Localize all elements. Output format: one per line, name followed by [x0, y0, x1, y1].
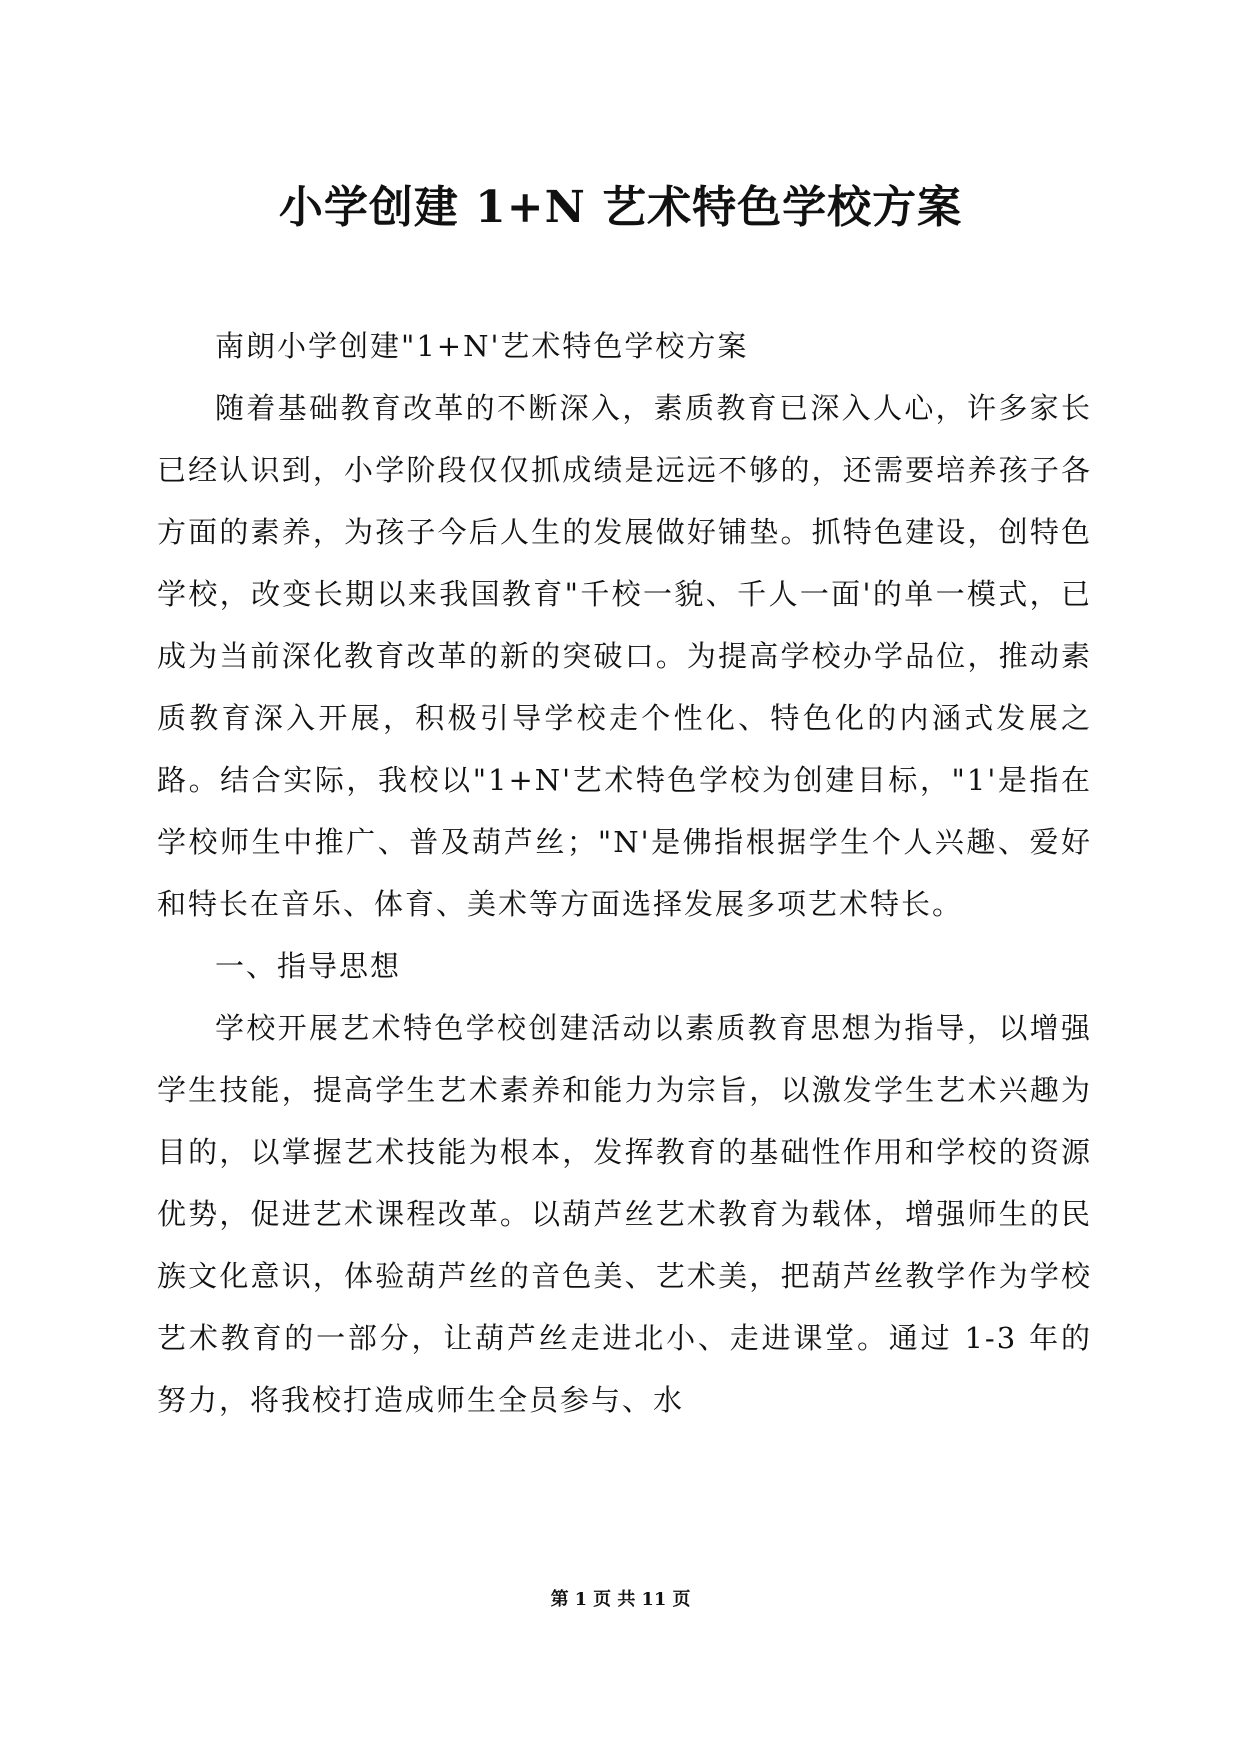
paragraph-subtitle: 南朗小学创建"1+N'艺术特色学校方案	[215, 329, 749, 363]
footer-suffix: 页	[672, 1589, 691, 1610]
page-footer	[0, 1588, 1241, 1612]
footer-total-pages: 11	[641, 1589, 667, 1610]
document-title: 小学创建 1+N 艺术特色学校方案	[278, 182, 963, 233]
paragraph-guiding-ideology: 学校开展艺术特色学校创建活动以素质教育思想为指导，以增强学生技能，提高学生艺术素养和能力为宗旨，以激发学生艺术兴趣为目的，以掌握艺术技能为根本，发挥教育的基础性作用和学校的资源优势，促进艺术课程改革。以葫芦丝艺术教育为载体，增强师生的民族文化意识，体验葫芦丝的音色美、艺术美，把葫芦丝教学作为学校艺术教育的一部分，让葫芦丝走进北小、走进课堂。通过 1-3 年的努力，将我校打造成师生全员参与、水	[157, 1011, 1092, 1417]
section-heading-guiding-ideology: 一、指导思想	[215, 949, 402, 983]
footer-middle: 页 共	[593, 1589, 636, 1610]
document-body	[157, 315, 1092, 1431]
paragraph-introduction: 随着基础教育改革的不断深入，素质教育已深入人心，许多家长已经认识到，小学阶段仅仅抓成绩是远远不够的，还需要培养孩子各方面的素养，为孩子今后人生的发展做好铺垫。抓特色建设，创特色学校，改变长期以来我国教育"千校一貌、千人一面'的单一模式，已成为当前深化教育改革的新的突破口。为提高学校办学品位，推动素质教育深入开展，积极引导学校走个性化、特色化的内涵式发展之路。结合实际，我校以"1+N'艺术特色学校为创建目标，"1'是指在学校师生中推广、普及葫芦丝；"N'是佛指根据学生个人兴趣、爱好和特长在音乐、体育、美术等方面选择发展多项艺术特长。	[157, 391, 1092, 921]
footer-prefix: 第	[550, 1589, 569, 1610]
footer-current-page: 1	[574, 1589, 588, 1610]
